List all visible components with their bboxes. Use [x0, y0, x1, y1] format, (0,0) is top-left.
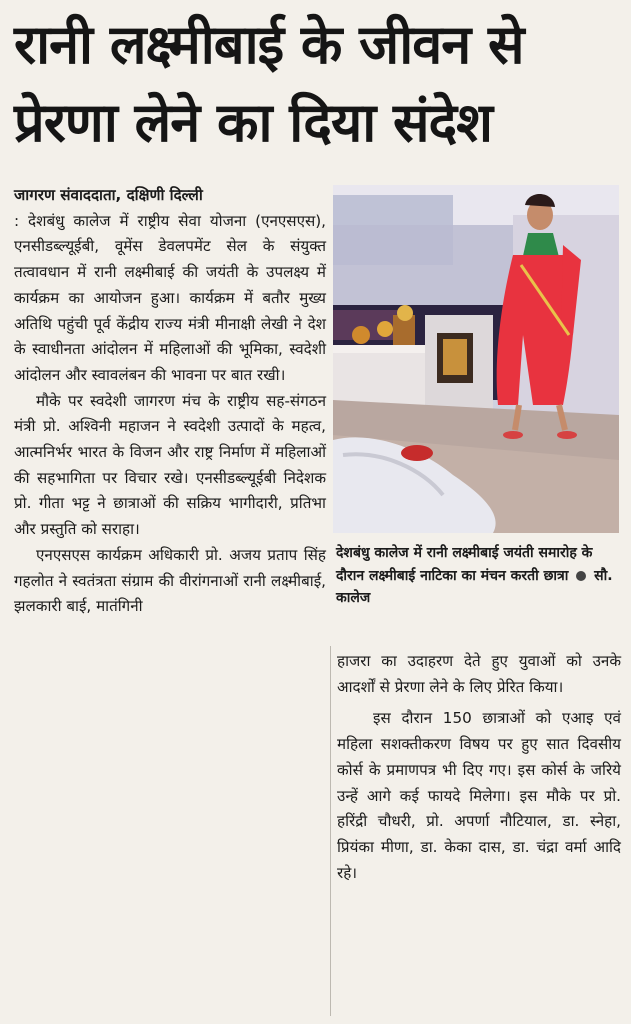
- article-paragraph-3: एनएसएस कार्यक्रम अधिकारी प्रो. अजय प्रताप सिंह गहलोत ने स्वतंत्रता संग्राम की वीरांगनाओं रानी लक्ष्मीबाई, झलकारी बाई, मातंगिनी: [14, 545, 326, 616]
- article-paragraph-5: इस दौरान 150 छात्राओं को एआइ एवं महिला सशक्तीकरण विषय पर हुए सात दिवसीय कोर्स के प्रमाणपत्र भी दिए गए। इस कोर्स के जरिये उन्हें आगे कई फायदे मिलेगा। इस मौके पर प्रो. हरिंद्री चौधरी, प्रो. अपर्णा नौटियाल, डा. स्नेहा, प्रियंका मीणा, डा. केका दास, डा. चंद्रा वर्मा आदि रहे।: [337, 709, 621, 882]
- photo-caption: [336, 542, 621, 610]
- headline: [14, 6, 624, 162]
- article-column-right: [337, 649, 621, 886]
- column-divider: [330, 646, 331, 1016]
- article-paragraph-4: हाजरा का उदाहरण देते हुए युवाओं को उनके आदर्शों से प्रेरणा लेने के लिए प्रेरित किया।: [337, 652, 621, 696]
- photo-credit: सौ. कालेज: [336, 567, 613, 606]
- article-paragraph-2: मौके पर स्वदेशी जागरण मंच के राष्ट्रीय सह-संगठन मंत्री प्रो. अश्विनी महाजन ने स्वदेशी उत्पादों के महत्व, आत्मनिर्भर भारत के विजन और राष्ट्र निर्माण में महिलाओं की सहभागिता पर विचार रखे। एनसीडब्ल्यूईबी निदेशक प्रो. गीता भट्ट ने छात्राओं की सक्रिय भागीदारी, प्रतिभा और प्रस्तुति को सराहा।: [14, 391, 326, 539]
- headline-line-1: रानी लक्ष्मीबाई के जीवन से: [14, 13, 524, 76]
- bullet-icon: [576, 571, 586, 581]
- byline: जागरण संवाददाता, दक्षिणी दिल्ली: [14, 186, 203, 204]
- event-photo: [333, 185, 619, 533]
- article-paragraph-1: [14, 183, 326, 389]
- article-paragraph-1-text: : देशबंधु कालेज में राष्ट्रीय सेवा योजना (एनएसएस), एनसीडब्ल्यूईबी, वूमेंस डेवलपमेंट सेल के संयुक्त तत्वावधान में रानी लक्ष्मीबाई की जयंती के उपलक्ष्य में कार्यक्रम का आयोजन हुआ। कार्यक्रम में बतौर मुख्य अतिथि पहुंची पूर्व केंद्रीय राज्य मंत्री मीनाक्षी लेखी ने देश के स्वाधीनता आंदोलन में महिलाओं की भूमिका, स्वदेशी आंदोलन और स्वावलंबन की भावना पर बात रखी।: [14, 211, 326, 384]
- photo-caption-text: देशबंधु कालेज में रानी लक्ष्मीबाई जयंती समारोह के दौरान लक्ष्मीबाई नाटिका का मंचन करती छात्रा: [336, 545, 593, 584]
- article-column-left: [14, 183, 326, 620]
- headline-line-2: प्रेरणा लेने का दिया संदेश: [14, 91, 492, 154]
